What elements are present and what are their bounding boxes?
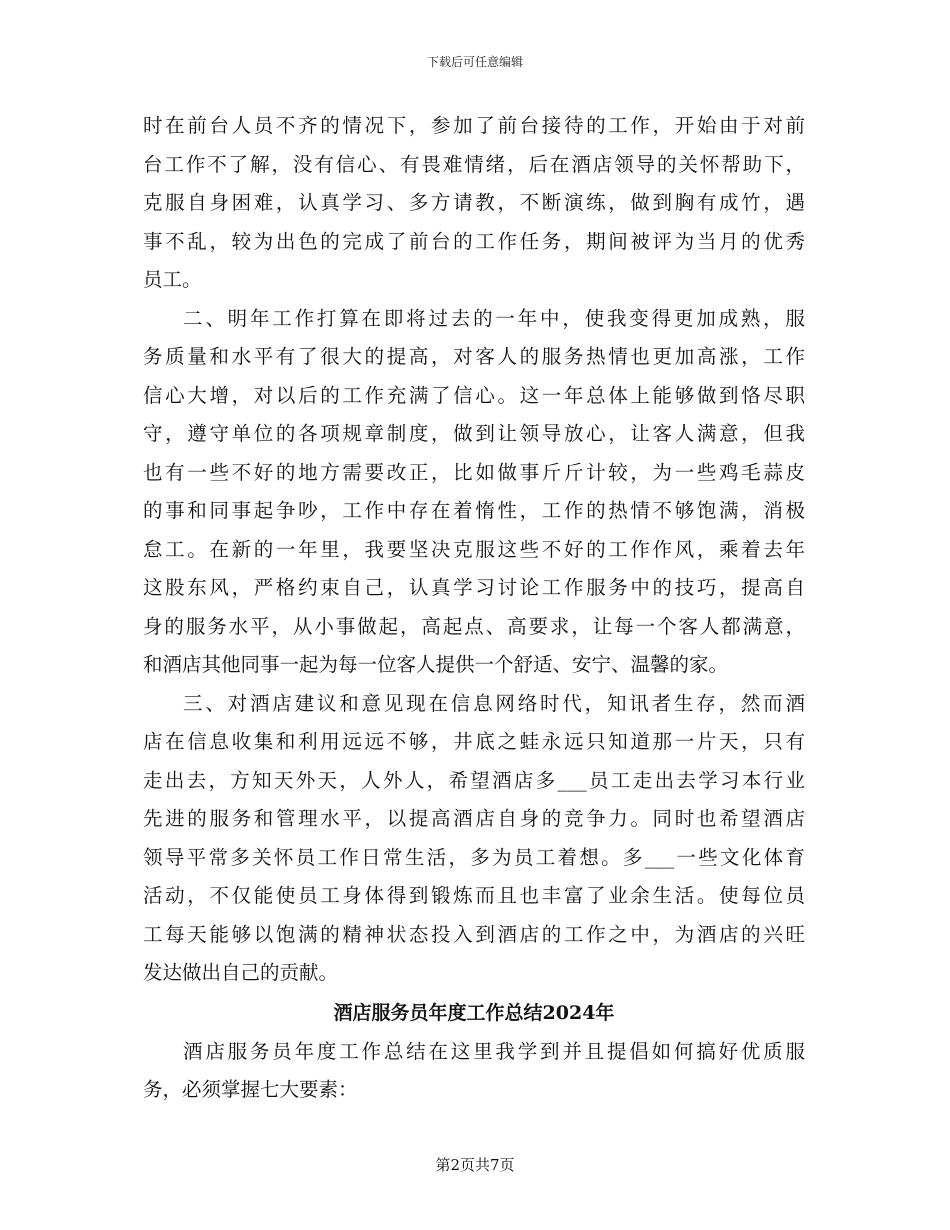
text-line: 时在前台人员不齐的情况下，参加了前台接待的工作，开始由于对前 [143,114,805,137]
text-line: 务质量和水平有了很大的提高，对客人的服务热情也更加高涨，工作 [143,345,805,368]
paragraph-intro [143,1033,805,1110]
page-header: 下载后可任意编辑 [426,55,523,69]
text-line: 信心大增，对以后的工作充满了信心。这一年总体上能够做到恪尽职 [143,383,805,407]
text-line: 台工作不了解，没有信心、有畏难情绪，后在酒店领导的关怀帮助下， [143,152,805,176]
text-line: 这股东风，严格约束自己，认真学习讨论工作服务中的技巧，提高自 [143,576,805,599]
section-title: 酒店服务员年度工作总结2024年 [333,1001,615,1024]
text-line: 事不乱，较为出色的完成了前台的工作任务，期间被评为当月的优秀 [143,229,805,253]
text-line: 二、明年工作打算在即将过去的一年中，使我变得更加成熟，服 [183,306,805,330]
text-line: 酒店服务员年度工作总结在这里我学到并且提倡如何搞好优质服 [183,1039,805,1063]
text-line: 活动，不仅能使员工身体得到锻炼而且也丰富了业余生活。使每位员 [143,884,805,907]
paragraph-suggestions [143,685,805,993]
text-line: 也有一些不好的地方需要改正，比如做事斤斤计较，为一些鸡毛蒜皮 [143,460,805,484]
page-number: 第2页共7页 [435,1156,515,1174]
text-line: 和酒店其他同事一起为每一位客人提供一个舒适、安宁、温馨的家。 [143,653,729,676]
text-line: 员工。 [143,268,202,291]
text-line: 怠工。在新的一年里，我要坚决克服这些不好的工作作风，乘着去年 [143,537,805,561]
text-line: 克服自身困难，认真学习、多方请教，不断演练，做到胸有成竹，遇 [143,191,805,214]
text-line: 务，必须掌握七大要素： [143,1078,358,1101]
paragraph-next-year-plan [143,300,805,685]
text-line: 守，遵守单位的各项规章制度，做到让领导放心，让客人满意，但我 [143,422,805,445]
text-line: 先进的服务和管理水平，以提高酒店自身的竞争力。同时也希望酒店 [143,807,805,830]
text-line: 发达做出自己的贡献。 [143,961,339,984]
text-line: 领导平常多关怀员工作日常生活，多为员工着想。多___一些文化体育 [143,845,805,869]
document-body [143,107,805,1110]
text-line: 店在信息收集和利用远远不够，井底之蛙永远只知道那一片天，只有 [143,730,805,753]
text-line: 身的服务水平，从小事做起，高起点、高要求，让每一个客人都满意， [143,614,805,638]
text-line: 走出去，方知天外天，人外人，希望酒店多___员工走出去学习本行业 [143,768,805,792]
text-line: 的事和同事起争吵，工作中存在着惰性，工作的热情不够饱满，消极 [143,499,805,522]
text-line: 工每天能够以饱满的精神状态投入到酒店的工作之中，为酒店的兴旺 [143,922,805,946]
text-line: 三、对酒店建议和意见现在信息网络时代，知讯者生存，然而酒 [183,691,805,715]
paragraph-continued [143,107,805,300]
